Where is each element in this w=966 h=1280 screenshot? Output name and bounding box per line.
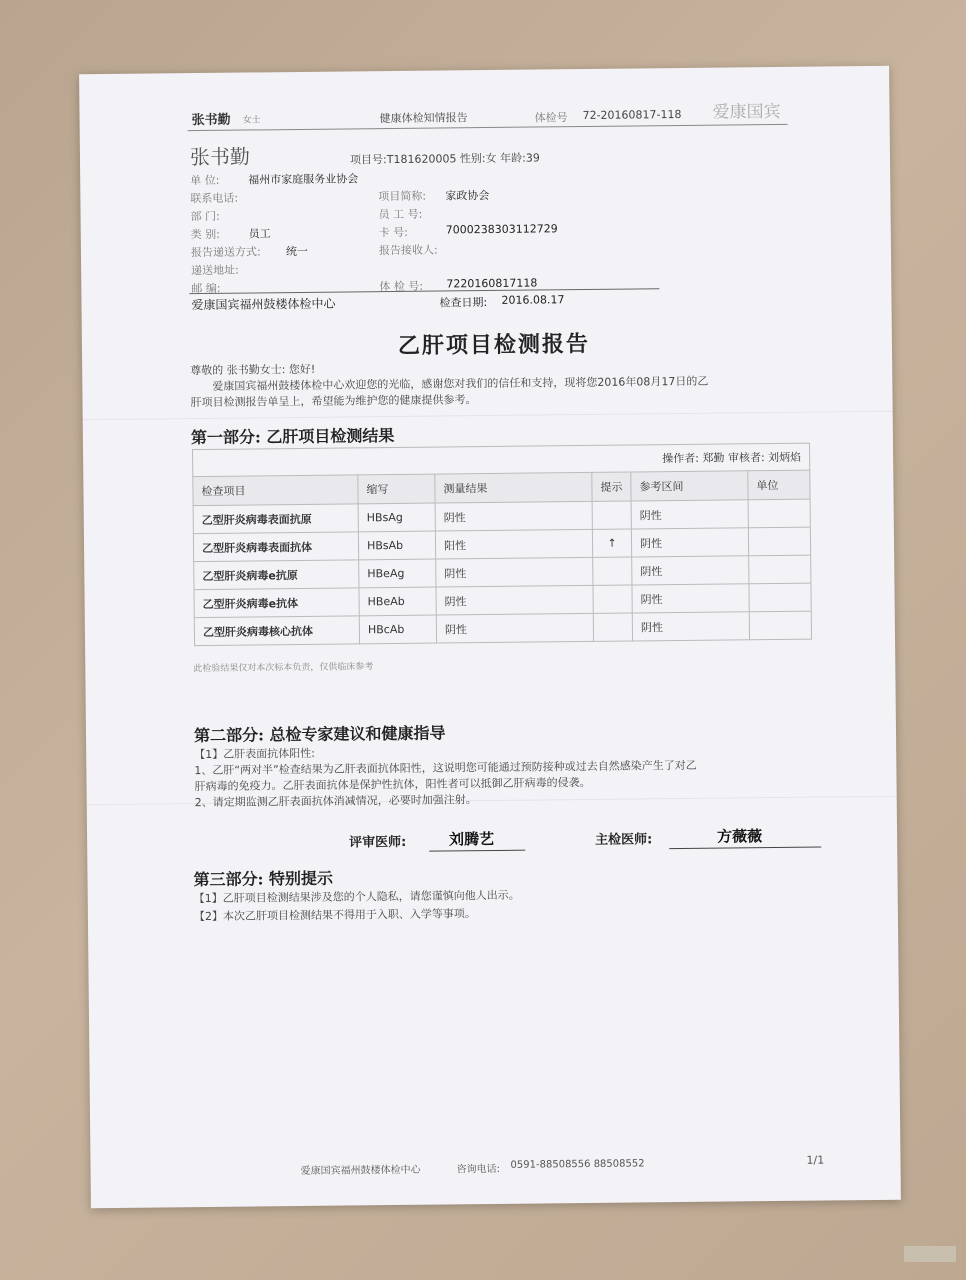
tip-1: 【1】乙肝项目检测结果涉及您的个人隐私，请您谨慎向他人出示。 — [193, 888, 520, 906]
project-line: 项目号:T181620005 性别:女 年龄:39 — [349, 151, 540, 167]
cell-item: 乙型肝炎病毒核心抗体 — [194, 616, 359, 646]
cell-reference: 阴性 — [632, 612, 749, 641]
results-table — [192, 443, 812, 646]
report-title: 乙肝项目检测报告 — [397, 330, 591, 359]
header-title-suffix: 女士 — [242, 115, 261, 126]
reviewer-signature: 刘腾艺 — [449, 829, 495, 849]
greeting: 尊敬的 张书勤女士: 您好! — [190, 362, 316, 378]
info-divider — [189, 288, 659, 294]
cell-item: 乙型肝炎病毒表面抗体 — [193, 532, 358, 562]
table-row — [194, 611, 811, 645]
proj-short-label: 项目简称: — [378, 189, 427, 204]
table-note: 此检验结果仅对本次标本负责，仅供临床参考 — [193, 662, 374, 675]
postcode-label: 邮 编: — [191, 281, 221, 296]
intro-line-1: 爱康国宾福州鼓楼体检中心欢迎您的光临，感谢您对我们的信任和支持，现将您2016年08月17日的乙 — [212, 374, 709, 393]
cell-reference: 阴性 — [632, 584, 749, 613]
operator-line: 操作者: 郑勤 审核者: 刘炳焰 — [193, 443, 810, 476]
header-name: 张书勤 — [191, 112, 231, 129]
cell-result: 阴性 — [435, 501, 592, 531]
cell-abbr: HBeAb — [359, 587, 436, 616]
footer-phones: 0591-88508556 88508552 — [510, 1158, 645, 1171]
patient-name: 张书勤 — [189, 144, 251, 170]
cell-unit — [749, 611, 811, 640]
header-report-kind: 健康体检知情报告 — [379, 111, 468, 126]
chief-signature-line — [669, 847, 821, 850]
cell-item: 乙型肝炎病毒e抗原 — [194, 560, 359, 590]
cell-hint — [593, 557, 632, 585]
cell-hint — [593, 613, 632, 641]
col-header-item: 检查项目 — [193, 475, 358, 506]
cell-reference: 阴性 — [631, 528, 748, 557]
cell-unit — [749, 555, 811, 584]
cell-abbr: HBcAb — [359, 615, 436, 644]
watermark-stamp — [904, 1246, 956, 1262]
chief-label: 主检医师: — [595, 832, 653, 848]
cell-unit — [749, 583, 811, 612]
reviewer-label: 评审医师: — [349, 834, 407, 851]
footer-center: 爱康国宾福州鼓楼体检中心 — [300, 1164, 421, 1178]
delivery-value: 统一 — [285, 244, 309, 259]
col-header-unit: 单位 — [748, 470, 810, 500]
cell-result: 阴性 — [436, 585, 593, 615]
header-divider — [188, 124, 788, 131]
part3-heading: 第三部分: 特别提示 — [193, 868, 334, 890]
cell-reference: 阴性 — [631, 500, 748, 529]
cell-result: 阴性 — [436, 613, 593, 643]
delivery-label: 报告递送方式: — [190, 245, 261, 260]
advice-line-2: 肝病毒的免疫力。乙肝表面抗体是保护性抗体，阳性者可以抵御乙肝病毒的侵袭。 — [194, 775, 591, 794]
part1-heading: 第一部分: 乙肝项目检测结果 — [190, 425, 395, 448]
cell-unit — [748, 527, 810, 556]
category-value: 员工 — [248, 227, 271, 241]
tip-2: 【2】本次乙肝项目检测结果不得用于入职、入学等事项。 — [193, 907, 476, 924]
date-value: 2016.08.17 — [501, 293, 565, 307]
exam-no-label: 体 检 号: — [379, 279, 424, 294]
cell-hint — [593, 585, 632, 613]
chief-signature: 方薇薇 — [717, 827, 763, 846]
unit-value: 福州市家庭服务业协会 — [248, 172, 359, 187]
proj-short-value: 家政协会 — [445, 188, 490, 203]
cell-abbr: HBsAg — [358, 503, 435, 532]
col-header-abbr: 缩写 — [358, 474, 435, 504]
address-label: 递送地址: — [191, 263, 239, 278]
col-header-hint: 提示 — [592, 472, 631, 501]
cell-abbr: HBeAg — [359, 559, 436, 588]
header-exam-label: 体检号 — [534, 111, 568, 125]
center-name: 爱康国宾福州鼓楼体检中心 — [191, 296, 336, 313]
exam-no-value: 7220160817118 — [446, 276, 538, 291]
card-label: 卡 号: — [378, 225, 409, 240]
date-label: 检查日期: — [439, 296, 488, 310]
brand-logo-text: 爱康国宾 — [712, 101, 781, 123]
category-label: 类 别: — [190, 227, 221, 242]
reviewer-signature-line — [429, 850, 525, 852]
cell-reference: 阴性 — [632, 556, 749, 585]
cell-hint — [592, 501, 631, 529]
footer-page-number: 1/1 — [806, 1153, 825, 1167]
header-exam-no: 72-20160817-118 — [582, 107, 682, 123]
emp-no-label: 员 工 号: — [378, 207, 423, 222]
part2-heading: 第二部分: 总检专家建议和健康指导 — [193, 723, 446, 746]
advice-line-3: 2、请定期监测乙肝表面抗体消减情况，必要时加强注射。 — [194, 793, 477, 810]
unit-label: 单 位: — [190, 173, 220, 188]
cell-result: 阴性 — [436, 557, 593, 587]
phone-label: 联系电话: — [190, 191, 239, 206]
card-value: 7000238303112729 — [445, 222, 558, 237]
footer-phone-label: 咨询电话: — [456, 1163, 501, 1176]
cell-unit — [748, 499, 810, 528]
cell-result: 阳性 — [435, 529, 592, 559]
cell-item: 乙型肝炎病毒e抗体 — [194, 588, 359, 618]
receiver-label: 报告接收人: — [378, 243, 438, 258]
col-header-reference: 参考区间 — [631, 471, 748, 501]
col-header-result: 测量结果 — [435, 472, 592, 503]
advice-title: 【1】乙肝表面抗体阳性: — [194, 746, 315, 762]
report-sheet — [79, 66, 901, 1208]
dept-label: 部 门: — [190, 209, 220, 224]
advice-line-1: 1、乙肝“两对半”检查结果为乙肝表面抗体阳性，这说明您可能通过预防接种或过去自然感染产生了对乙 — [194, 758, 697, 778]
paper-fold-line — [83, 411, 893, 420]
cell-item: 乙型肝炎病毒表面抗原 — [193, 504, 358, 534]
intro-line-2: 肝项目检测报告单呈上，希望能为维护您的健康提供参考。 — [190, 393, 477, 410]
cell-abbr: HBsAb — [358, 531, 435, 560]
cell-hint-up-arrow: ↑ — [592, 529, 631, 557]
